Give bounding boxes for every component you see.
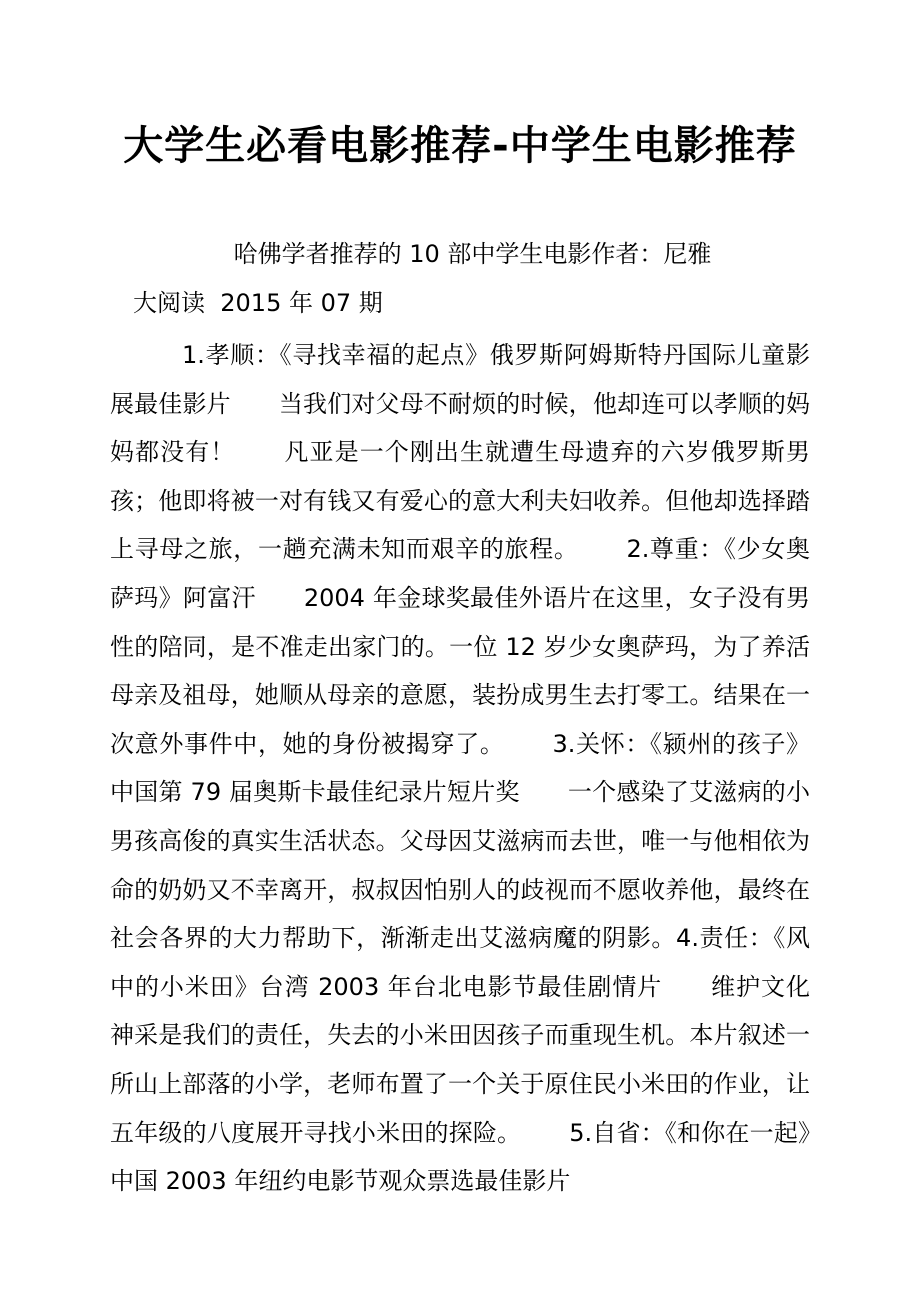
film-3-description: 一个感染了艾滋病的小男孩高俊的真实生活状态。父母因艾滋病而去世，唯一与他相依为命的奶奶又不幸离开，叔叔因怕别人的歧视而不愿收养他，最终在社会各界的大力帮助下，渐渐走出艾滋病魔的阴影。 xyxy=(110,778,810,953)
article-body xyxy=(110,331,810,1206)
film-1-plot: 凡亚是一个刚出生就遭生母遗弃的六岁俄罗斯男孩；他即将被一对有钱又有爱心的意大利夫妇收养。但他却选择踏上寻母之旅，一趟充满未知而艰辛的旅程。 xyxy=(110,438,811,564)
film-1-description: 当我们对父母不耐烦的时候，他却连可以孝顺的妈妈都没有！ xyxy=(110,389,811,467)
film-4-heading: 4.责任：《风中的小米田》台湾 2003 年台北电影节最佳剧情片 xyxy=(110,924,810,1001)
article-subtitle: 哈佛学者推荐的 10 部中学生电影作者：尼雅 xyxy=(233,240,712,268)
film-4-description: 维护文化神采是我们的责任，失去的小米田因孩子而重现生机。本片叙述一所山上部落的小学，老师布置了一个关于原住民小米田的作业，让五年级的八度展开寻找小米田的探险。 xyxy=(110,972,811,1147)
film-2-description: 2004 年金球奖最佳外语片在这里，女子没有男性的陪同，是不准走出家门的。一位 12 岁少女奥萨玛，为了养活母亲及祖母，她顺从母亲的意愿，装扮成男生去打零工。结果在一次意外事件中，她的身份被揭穿了。 xyxy=(110,583,810,758)
article-source: 大阅读 2015 年 07 期 xyxy=(133,289,383,317)
film-3-heading: 3.关怀：《颍州的孩子》中国第 79 届奥斯卡最佳纪录片短片奖 xyxy=(110,729,811,807)
film-2-heading: 2.尊重：《少女奥萨玛》阿富汗 xyxy=(110,535,811,612)
film-5-heading: 5.自省：《和你在一起》中国 2003 年纽约电影节观众票选最佳影片 xyxy=(110,1118,811,1196)
page-title: 大学生必看电影推荐-中学生电影推荐 xyxy=(123,123,797,169)
film-1-heading: 1.孝顺：《寻找幸福的起点》俄罗斯阿姆斯特丹国际儿童影展最佳影片 xyxy=(110,341,810,418)
